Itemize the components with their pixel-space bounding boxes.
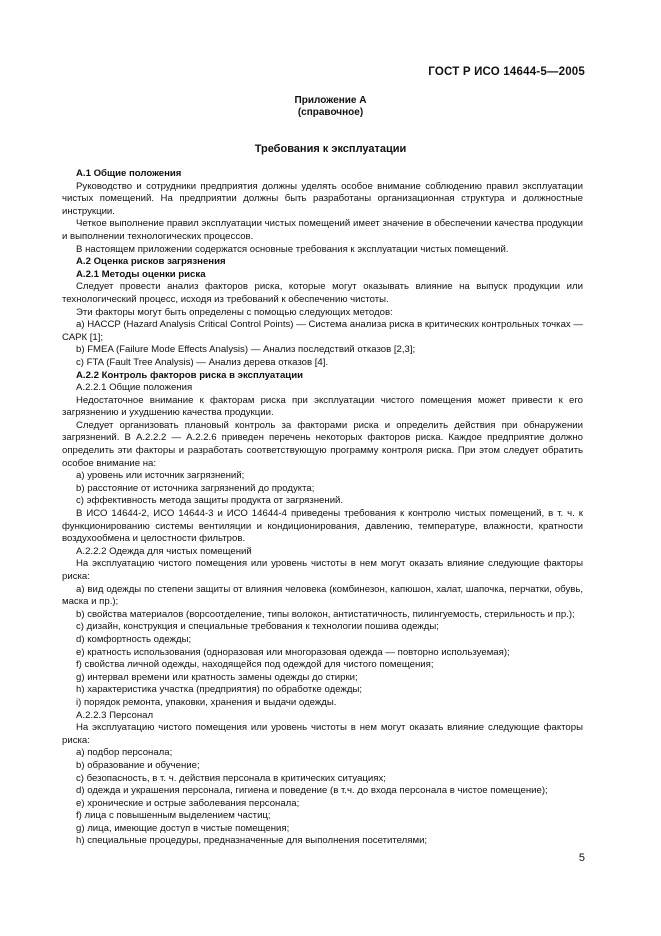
list-item: d) одежда и украшения персонала, гигиена и поведение (в т.ч. до входа персонала в чистое помещение); (76, 785, 548, 797)
list-item: g) лица, имеющие доступ в чистые помещения; (76, 822, 290, 834)
list-item: c) FTA (Fault Tree Analysis) — Анализ дерева отказов [4]. (76, 356, 329, 368)
paragraph: Эти факторы могут быть определены с помощью следующих методов: (76, 306, 393, 318)
appendix-note: (справочное) (297, 107, 364, 118)
list-item: b) расстояние от источника загрязнений до продукта; (76, 482, 315, 494)
paragraph: Следует провести анализ факторов риска, которые могут оказывать влияние на выпуск продукции или технологический процесс, исходя из требований к обеспечению чистоты. (62, 281, 583, 305)
list-item: f) лица с повышенным выделением частиц; (76, 810, 271, 822)
list-item: g) интервал времени или кратность замены одежды до стирки; (76, 671, 358, 683)
paragraph: Следует организовать плановый контроль за факторами риска и определить действия при обнаружении загрязнений. В А.2.2.2 — А.2.2.6 приведен перечень некоторых факторов риска. Каждое предприятие должно определить эти факторы и разработать соответствующую программу контроля риска. При этом следует обратить особое внимание на: (62, 419, 583, 469)
list-item: c) эффективность метода защиты продукта от загрязнений. (76, 495, 344, 507)
paragraph: В настоящем приложении содержатся основные требования к эксплуатации чистых помещений. (76, 243, 509, 255)
list-item: e) хронические и острые заболевания персонала; (76, 797, 300, 809)
appendix-title: Приложение А (294, 95, 367, 106)
document-body (62, 168, 583, 848)
paragraph: На эксплуатацию чистого помещения или уровень чистоты в нем могут оказать влияние следующие факторы риска: (62, 722, 583, 746)
list-item: b) образование и обучение; (76, 759, 200, 771)
list-item: i) порядок ремонта, упаковки, хранения и выдачи одежды. (76, 696, 337, 708)
a222-heading: А.2.2.2 Одежда для чистых помещений (76, 545, 252, 557)
paragraph: Четкое выполнение правил эксплуатации чистых помещений имеет значение в обеспечении качества продукции и выполнении технологических процессов. (62, 218, 583, 242)
list-item: e) кратность использования (одноразовая или многоразовая одежда — повторно используемая); (76, 646, 510, 658)
appendix-heading (0, 95, 661, 119)
list-item: b) свойства материалов (ворсоотделение, типы волокон, антистатичность, пилингуемость, стерильность и пр.); (76, 608, 575, 620)
list-item: a) подбор персонала; (76, 747, 173, 759)
paragraph: В ИСО 14644-2, ИСО 14644-3 и ИСО 14644-4 приведены требования к контролю чистых помещений, в т. ч. к функционированию системы вентиляции и кондиционирования, давлению, температуре, влажности, кратности воздухообмена и целостности фильтров. (62, 508, 583, 545)
list-item: d) комфортность одежды; (76, 633, 192, 645)
list-item: b) FMEA (Failure Mode Effects Analysis) — Анализ последствий отказов [2,3]; (76, 344, 416, 356)
a21-heading: А.2.1 Методы оценки риска (76, 268, 206, 280)
document-id: ГОСТ Р ИСО 14644-5—2005 (428, 66, 585, 78)
a221-heading: А.2.2.1 Общие положения (76, 382, 193, 394)
list-item: c) дизайн, конструкция и специальные требования к технологии пошива одежды; (76, 621, 439, 633)
paragraph: Недостаточное внимание к факторам риска при эксплуатации чистого помещения может привести к его загрязнению и ухудшению качества продукции. (62, 394, 583, 419)
list-item: a) HACCP (Hazard Analysis Critical Control Points) — Система анализа риска в критических контрольных точках — САРК [1]; (62, 319, 583, 343)
list-item: f) свойства личной одежды, находящейся под одеждой для чистого помещения; (76, 659, 434, 671)
section-title: Требования к эксплуатации (254, 143, 407, 155)
a1-heading: А.1 Общие положения (76, 168, 182, 179)
page-number: 5 (578, 852, 585, 864)
a22-heading: А.2.2 Контроль факторов риска в эксплуатации (76, 369, 303, 381)
a2-heading: А.2 Оценка рисков загрязнения (76, 256, 226, 268)
list-item: h) характеристика участка (предприятия) по обработке одежды; (76, 684, 363, 696)
list-item: c) безопасность, в т. ч. действия персонала в критических ситуациях; (76, 772, 386, 784)
list-item: h) специальные процедуры, предназначенные для выполнения посетителями; (76, 835, 428, 847)
list-item: a) вид одежды по степени защиты от влияния человека (комбинезон, капюшон, халат, шапочка, перчатки, обувь, маска и пр.); (62, 583, 583, 608)
a223-heading: А.2.2.3 Персонал (76, 709, 154, 721)
paragraph: Руководство и сотрудники предприятия должны уделять особое внимание соблюдению правил эксплуатации чистых помещений. На предприятии должны быть разработаны организационная структура и должностные инструкции. (62, 180, 583, 217)
list-item: a) уровень или источник загрязнений; (76, 470, 245, 482)
paragraph: На эксплуатацию чистого помещения или уровень чистоты в нем могут оказать влияние следующие факторы риска: (62, 558, 583, 582)
